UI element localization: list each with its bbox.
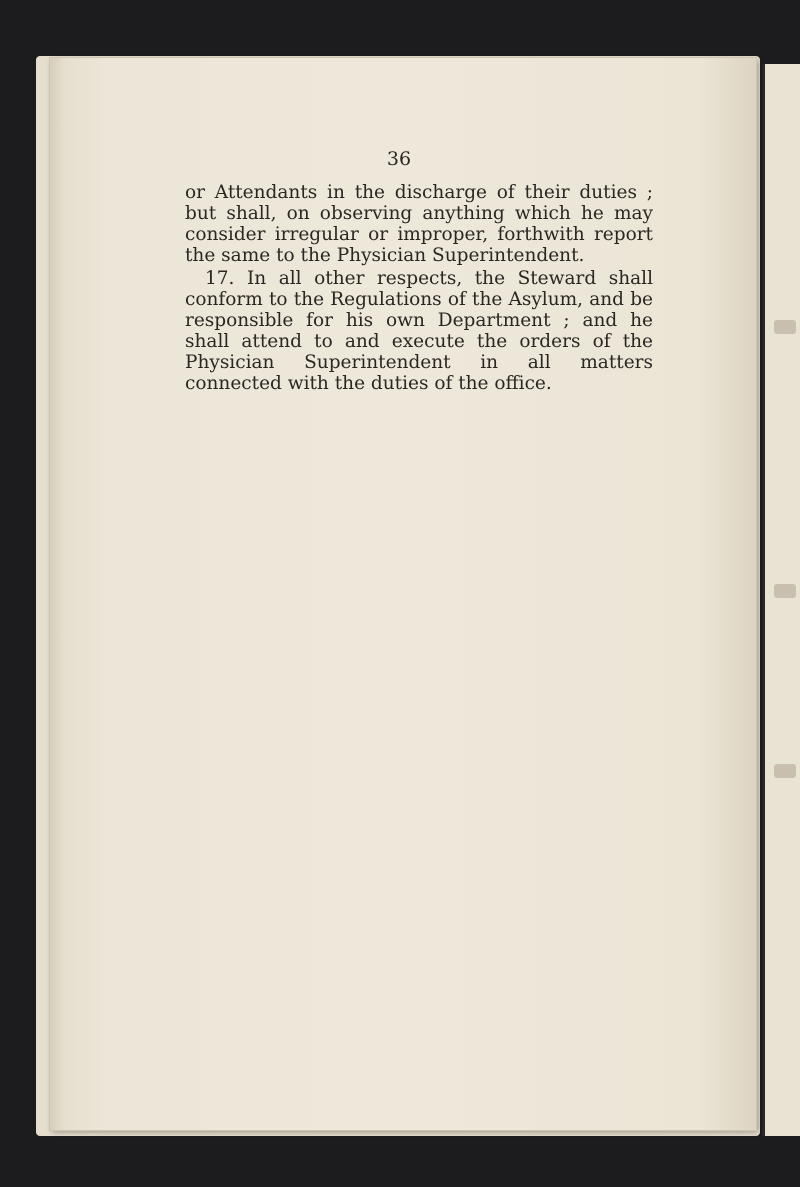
- paper-tab-mark: [774, 764, 796, 778]
- paper-tab-mark: [774, 320, 796, 334]
- page-edge-line: [762, 64, 765, 1136]
- page-number: 36: [386, 148, 412, 170]
- body-text: [185, 182, 653, 394]
- adjacent-page-edge: [762, 64, 800, 1136]
- paper-tab-mark: [774, 584, 796, 598]
- document-page: [50, 58, 756, 1130]
- paragraph-section-17: 17. In all other respects, the Steward shall conform to the Regulations of the Asylum, and be responsible for his own Department ; and he shall attend to and execute the orders of the Physician Superintendent in all matters connected with the duties of the office.: [185, 268, 653, 394]
- paragraph-continuation: or Attendants in the discharge of their duties ; but shall, on observing anything which he may consider irregular or improper, forthwith report the same to the Physician Superintendent.: [185, 182, 653, 266]
